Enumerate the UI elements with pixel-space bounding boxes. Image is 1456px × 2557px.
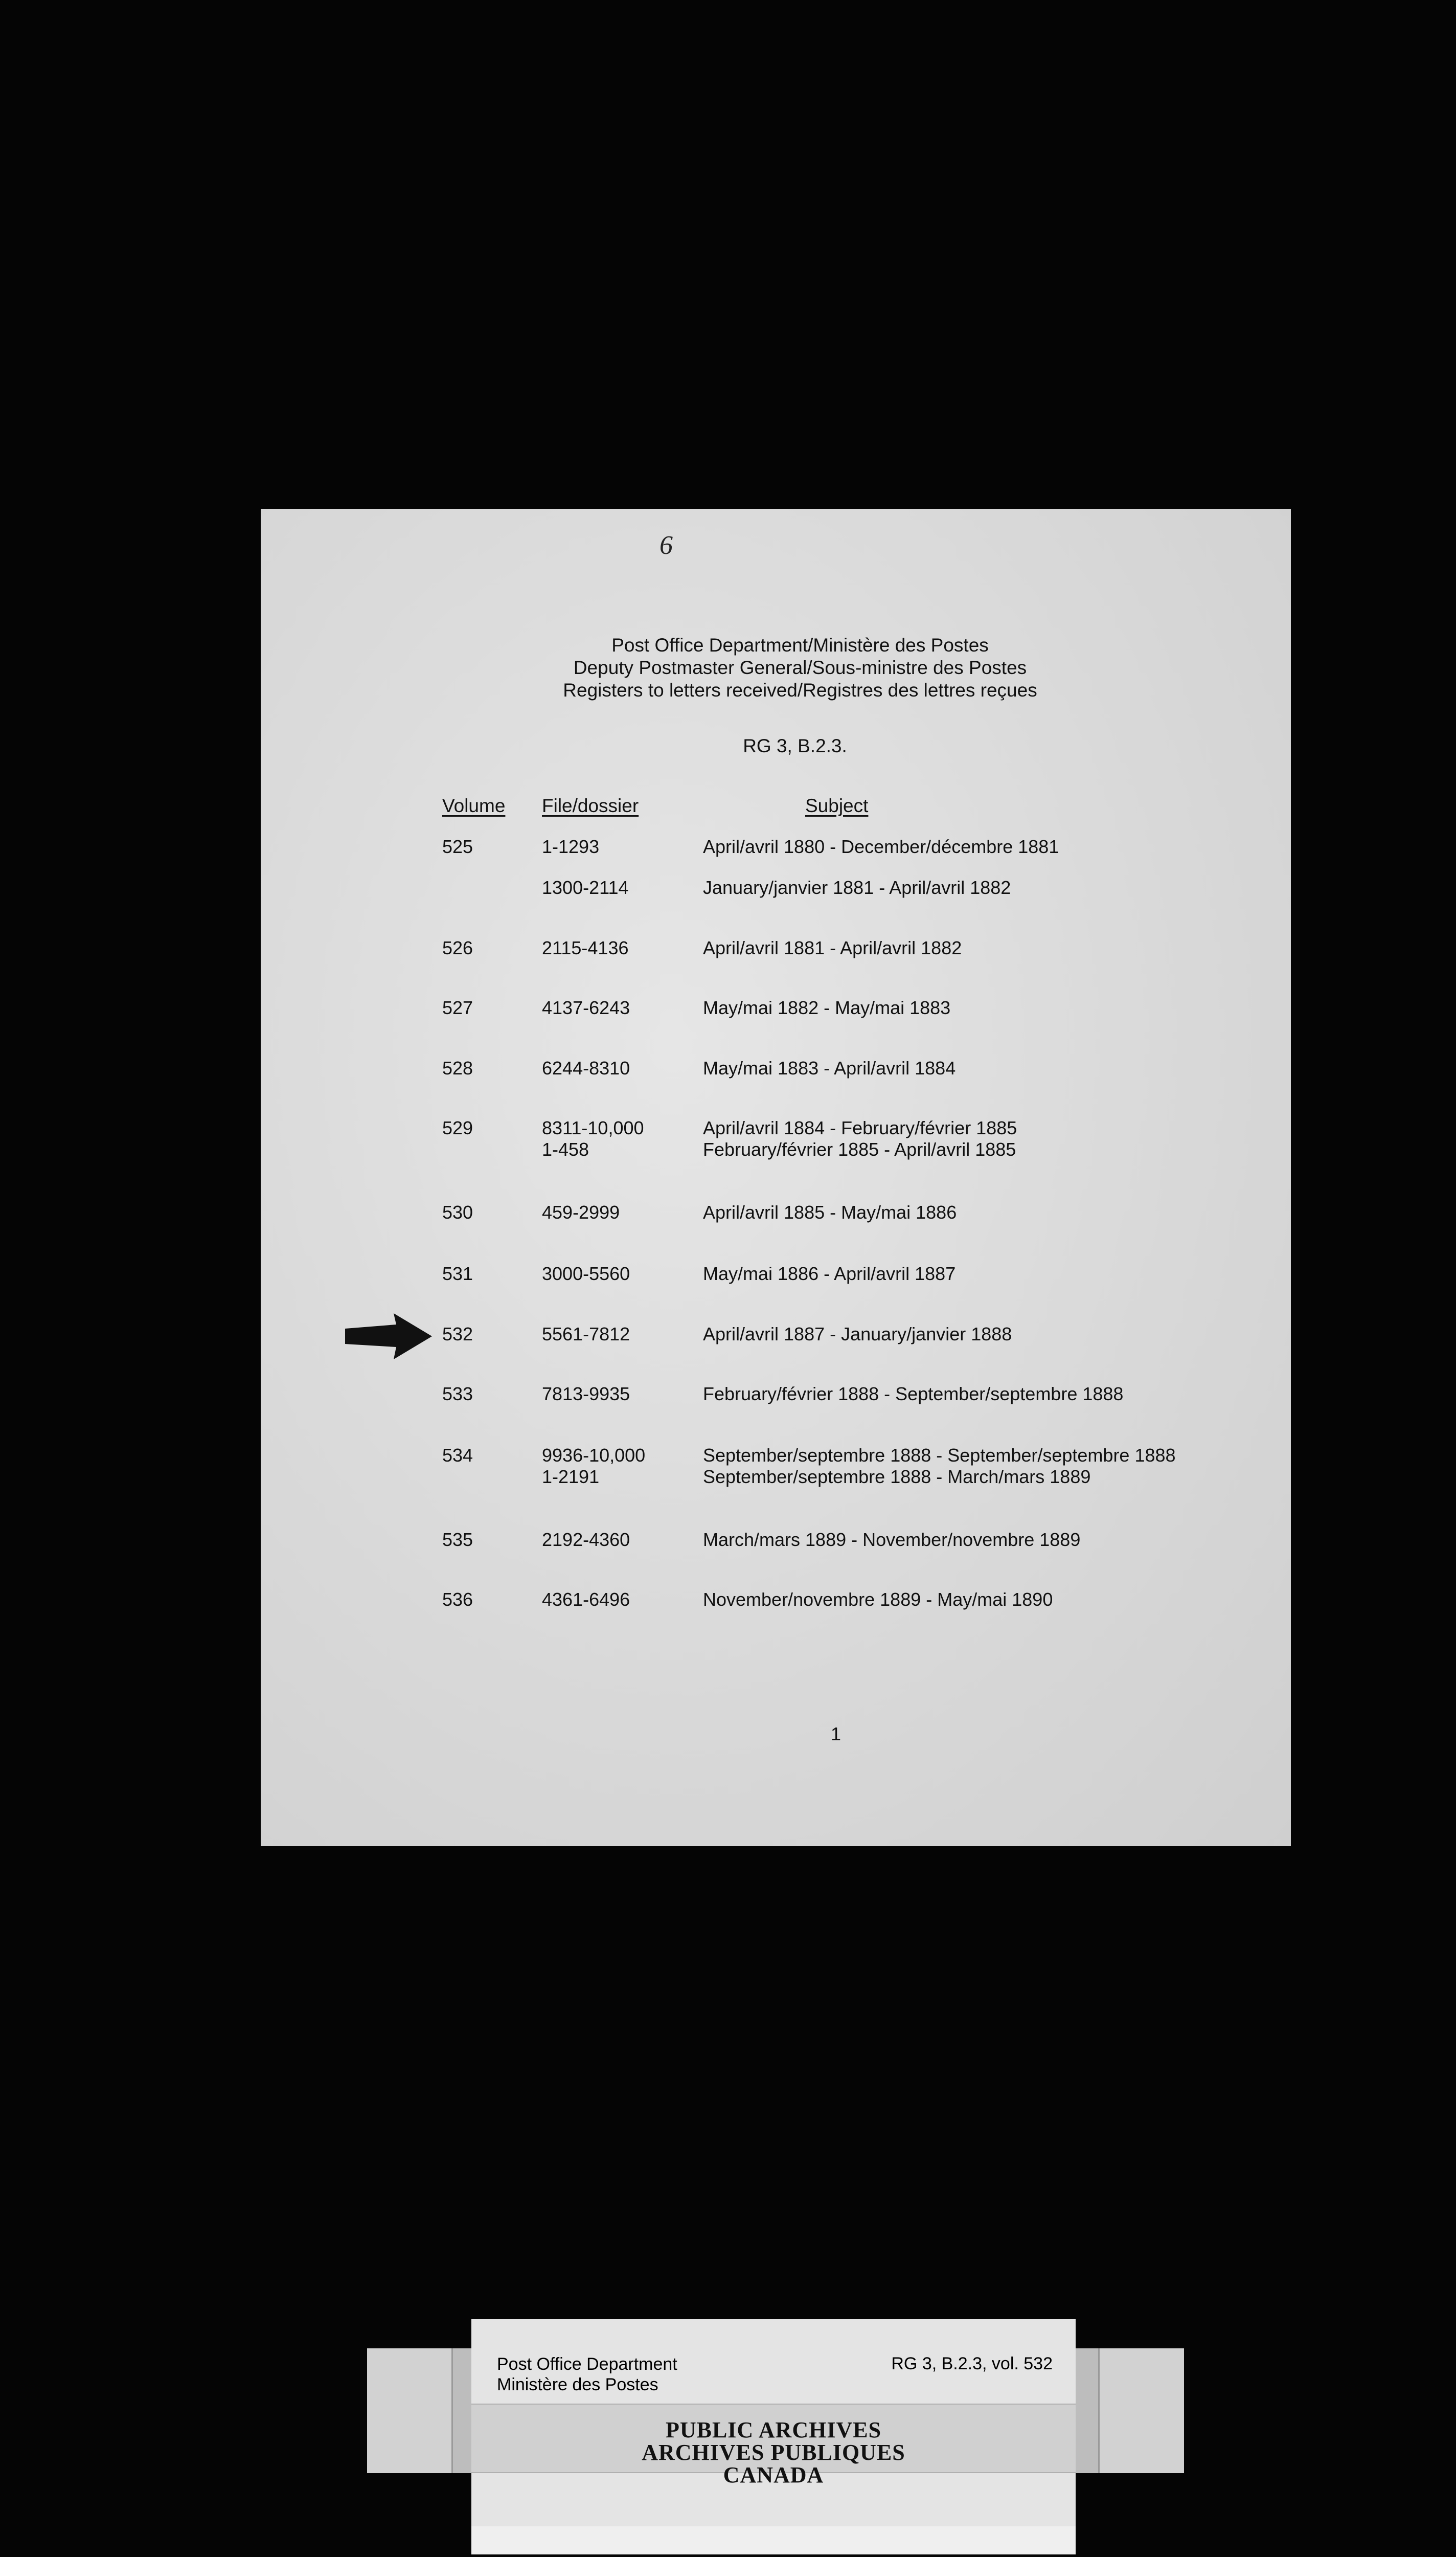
row-file: 1-2191 (542, 1466, 600, 1487)
row-file: 2192-4360 (542, 1529, 630, 1550)
pointer-arrow-icon (345, 1313, 432, 1359)
row-subject: April/avril 1881 - April/avril 1882 (703, 937, 962, 958)
label-dept-en: Post Office Department (497, 2354, 677, 2374)
row-file: 1-458 (542, 1139, 589, 1160)
row-subject: April/avril 1880 - December/décembre 1881 (703, 836, 1059, 857)
row-file: 2115-4136 (542, 937, 629, 958)
label-tab-left (367, 2348, 453, 2473)
row-subject: May/mai 1883 - April/avril 1884 (703, 1058, 956, 1079)
row-volume: 530 (442, 1202, 473, 1223)
stamp-line-3: CANADA (723, 2462, 824, 2487)
document-header (261, 634, 1291, 702)
row-volume: 525 (442, 836, 473, 857)
row-file: 4361-6496 (542, 1589, 630, 1610)
header-line-1: Post Office Department/Ministère des Postes (611, 635, 989, 656)
row-file: 8311-10,000 (542, 1117, 644, 1138)
row-file: 1-1293 (542, 836, 600, 857)
row-volume: 534 (442, 1445, 473, 1466)
row-subject: March/mars 1889 - November/novembre 1889 (703, 1529, 1081, 1550)
row-file: 6244-8310 (542, 1058, 630, 1079)
row-volume: 536 (442, 1589, 473, 1610)
row-subject: February/février 1885 - April/avril 1885 (703, 1139, 1016, 1160)
row-file: 3000-5560 (542, 1263, 630, 1284)
stamp-line-2: ARCHIVES PUBLIQUES (642, 2440, 905, 2465)
row-file: 5561-7812 (542, 1324, 630, 1344)
label-department (497, 2354, 677, 2395)
row-volume: 535 (442, 1529, 473, 1550)
header-line-3: Registers to letters received/Registres des lettres reçues (563, 680, 1037, 701)
archive-label-card (471, 2319, 1076, 2554)
row-volume: 532 (442, 1324, 473, 1344)
row-subject: September/septembre 1888 - September/septembre 1888 (703, 1445, 1176, 1466)
archives-stamp (471, 2419, 1076, 2486)
row-file: 4137-6243 (542, 997, 630, 1018)
row-subject: February/février 1888 - September/septembre 1888 (703, 1383, 1124, 1404)
label-dept-fr: Ministère des Postes (497, 2375, 658, 2394)
row-subject: January/janvier 1881 - April/avril 1882 (703, 877, 1011, 898)
row-volume: 529 (442, 1117, 473, 1138)
page-mark: 6 (659, 531, 673, 560)
document-page (261, 509, 1291, 1846)
row-subject: May/mai 1882 - May/mai 1883 (703, 997, 951, 1018)
row-volume: 528 (442, 1058, 473, 1079)
label-card-bottom (471, 2526, 1076, 2554)
row-volume: 527 (442, 997, 473, 1018)
row-subject: September/septembre 1888 - March/mars 1889 (703, 1466, 1091, 1487)
row-subject: April/avril 1884 - February/février 1885 (703, 1117, 1017, 1138)
row-file: 459-2999 (542, 1202, 620, 1223)
record-group-reference: RG 3, B.2.3. (743, 735, 847, 756)
row-file: 9936-10,000 (542, 1445, 646, 1466)
row-volume: 533 (442, 1383, 473, 1404)
row-subject: April/avril 1887 - January/janvier 1888 (703, 1324, 1012, 1344)
stamp-line-1: PUBLIC ARCHIVES (665, 2417, 882, 2442)
row-volume: 531 (442, 1263, 473, 1284)
page-number: 1 (831, 1723, 841, 1744)
row-subject: May/mai 1886 - April/avril 1887 (703, 1263, 956, 1284)
label-reference: RG 3, B.2.3, vol. 532 (891, 2354, 1053, 2373)
row-subject: April/avril 1885 - May/mai 1886 (703, 1202, 957, 1223)
label-tab-right (1098, 2348, 1184, 2473)
column-header-file: File/dossier (542, 795, 639, 816)
row-file: 1300-2114 (542, 877, 629, 898)
row-volume: 526 (442, 937, 473, 958)
row-subject: November/novembre 1889 - May/mai 1890 (703, 1589, 1053, 1610)
header-line-2: Deputy Postmaster General/Sous-ministre des Postes (573, 657, 1027, 678)
column-header-subject: Subject (805, 795, 869, 816)
column-header-volume: Volume (442, 795, 506, 816)
row-file: 7813-9935 (542, 1383, 630, 1404)
